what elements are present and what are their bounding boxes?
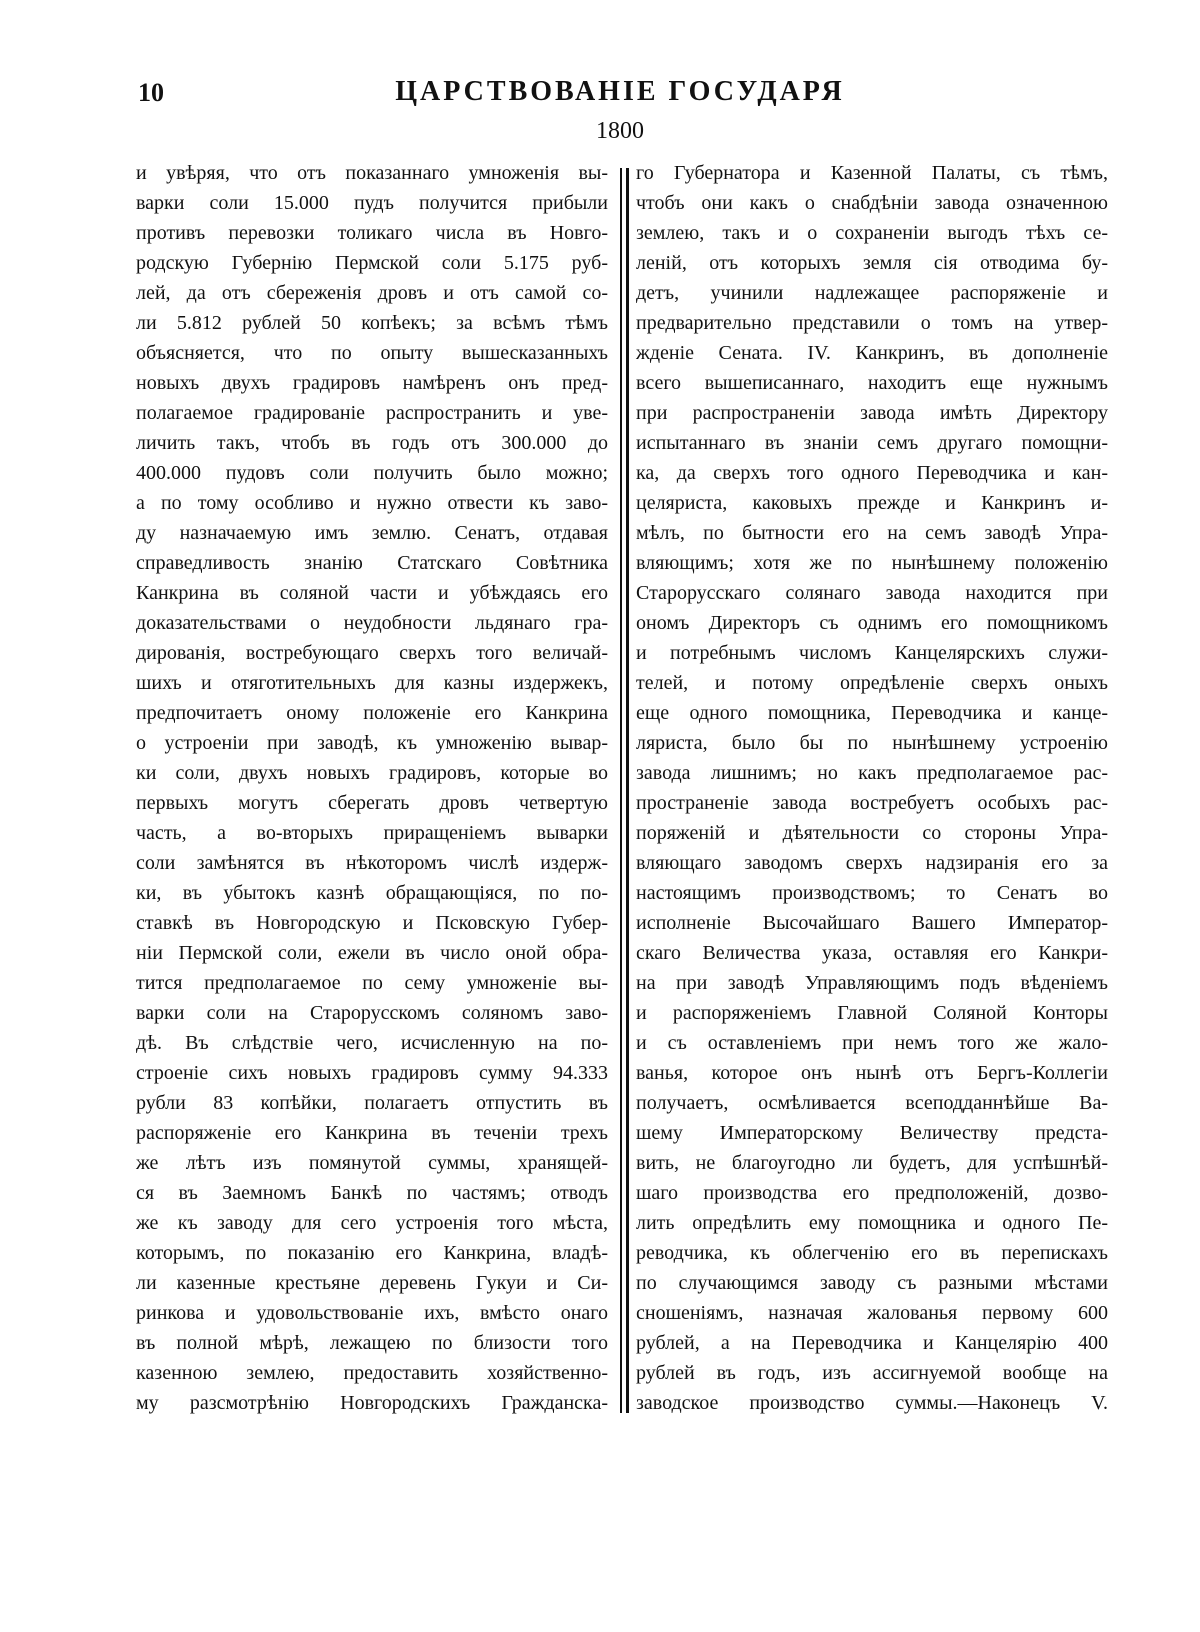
text-line: скаго Величества указа, оставляя его Канкри- <box>636 942 1108 964</box>
text-line: му разсмотрѣнію Новгородскихъ Гражданска- <box>136 1392 608 1414</box>
text-line: объясняется, что по опыту вышесказанныхъ <box>136 342 608 364</box>
text-line: 400.000 пудовъ соли получить было можно; <box>136 462 608 484</box>
text-line: тится предполагаемое по сему умноженіе вы- <box>136 972 608 994</box>
text-line: ніи Пермской соли, ежели въ число оной обра- <box>136 942 608 964</box>
text-line: же къ заводу для сего устроенія того мѣста, <box>136 1212 608 1234</box>
text-line: же лѣтъ изъ помянутой суммы, хранящей- <box>136 1152 608 1174</box>
running-title: ЦАРСТВОВАНІЕ ГОСУДАРЯ <box>395 76 845 107</box>
text-line: получаетъ, осмѣливается всеподданнѣйше Ва- <box>636 1092 1108 1114</box>
right-column <box>636 158 1108 1418</box>
text-line: варки соли на Старорусскомъ соляномъ заво- <box>136 1002 608 1024</box>
column-divider-rule <box>620 168 622 1413</box>
text-line: казенною землею, предоставить хозяйственно- <box>136 1362 608 1384</box>
text-line: шему Императорскому Величеству предста- <box>636 1122 1108 1144</box>
text-line: которымъ, по показанію его Канкрина, владѣ- <box>136 1242 608 1264</box>
text-line: детъ, учинили надлежащее распоряженіе и <box>636 282 1108 304</box>
text-line: ванья, которое онъ нынѣ отъ Бергъ-Коллегіи <box>636 1062 1108 1084</box>
text-line: на при заводѣ Управляющимъ подъ вѣденіемъ <box>636 972 1108 994</box>
text-line: ли казенные крестьяне деревень Гукуи и Си- <box>136 1272 608 1294</box>
text-line: и увѣряя, что отъ показаннаго умноженія вы- <box>136 162 608 184</box>
text-line: и съ оставленіемъ при немъ того же жало- <box>636 1032 1108 1054</box>
text-line: заводское производство суммы.—Наконецъ V. <box>636 1392 1108 1414</box>
text-line: лей, да отъ сбереженія дровъ и отъ самой со- <box>136 282 608 304</box>
text-line: землею, такъ и о сохраненіи выгодъ тѣхъ се- <box>636 222 1108 244</box>
text-line: чтобъ они какъ о снабдѣніи завода означенною <box>636 192 1108 214</box>
text-line: шаго производства его предположеній, дозво- <box>636 1182 1108 1204</box>
text-line: личить такъ, чтобъ въ годъ отъ 300.000 до <box>136 432 608 454</box>
text-line: мѣлъ, по бытности его на семъ заводѣ Упра- <box>636 522 1108 544</box>
text-line: вляющимъ; хотя же по нынѣшнему положенію <box>636 552 1108 574</box>
text-line: ка, да сверхъ того одного Переводчика и кан- <box>636 462 1108 484</box>
text-line: ки, въ убытокъ казнѣ обращающіяся, по по- <box>136 882 608 904</box>
text-line: соли замѣнятся въ нѣкоторомъ числѣ издерж- <box>136 852 608 874</box>
column-divider-rule <box>626 168 629 1413</box>
text-line: а по тому особливо и нужно отвести къ заво- <box>136 492 608 514</box>
text-line: предварительно представили о томъ на утвер- <box>636 312 1108 334</box>
text-line: вляющаго заводомъ сверхъ надзиранія его за <box>636 852 1108 874</box>
text-line: испытаннаго въ знаніи семъ другаго помощни- <box>636 432 1108 454</box>
text-line: еще одного помощника, Переводчика и канце- <box>636 702 1108 724</box>
text-line: полагаемое градированіе распространить и уве- <box>136 402 608 424</box>
text-line: лить опредѣлить ему помощника и одного Пе- <box>636 1212 1108 1234</box>
text-line: первыхъ могутъ сберегать дровъ четвертую <box>136 792 608 814</box>
text-line: телей, и потому опредѣленіе сверхъ оныхъ <box>636 672 1108 694</box>
text-line: го Губернатора и Казенной Палаты, съ тѣмъ, <box>636 162 1108 184</box>
text-line: и распоряженіемъ Главной Соляной Конторы <box>636 1002 1108 1024</box>
text-line: ся въ Заемномъ Банкѣ по частямъ; отводъ <box>136 1182 608 1204</box>
text-line: родскую Губернію Пермской соли 5.175 руб- <box>136 252 608 274</box>
text-line: новыхъ двухъ градировъ намѣренъ онъ пред- <box>136 372 608 394</box>
text-line: жденіе Сената. IV. Канкринъ, въ дополненіе <box>636 342 1108 364</box>
text-line: по случающимся заводу съ разными мѣстами <box>636 1272 1108 1294</box>
text-line: ляриста, было бы по нынѣшнему устроенію <box>636 732 1108 754</box>
text-line: исполненіе Высочайшаго Вашего Император- <box>636 912 1108 934</box>
text-line: доказательствами о неудобности льдянаго гра- <box>136 612 608 634</box>
text-line: ки соли, двухъ новыхъ градировъ, которые во <box>136 762 608 784</box>
text-line: рубли 83 копѣйки, полагаетъ отпустить въ <box>136 1092 608 1114</box>
text-line: леній, отъ которыхъ земля сія отводима бу- <box>636 252 1108 274</box>
text-line: целяриста, каковыхъ прежде и Канкринъ и- <box>636 492 1108 514</box>
year-heading: 1800 <box>596 118 644 144</box>
text-line: настоящимъ производствомъ; то Сенатъ во <box>636 882 1108 904</box>
text-line: завода лишнимъ; но какъ предполагаемое рас- <box>636 762 1108 784</box>
text-line: ду назначаемую имъ землю. Сенатъ, отдавая <box>136 522 608 544</box>
page-number: 10 <box>138 78 164 107</box>
text-line: шихъ и отяготительныхъ для казны издержекъ, <box>136 672 608 694</box>
text-line: дѣ. Въ слѣдствіе чего, исчисленную на по- <box>136 1032 608 1054</box>
text-line: вить, не благоугодно ли будетъ, для успѣшнѣй- <box>636 1152 1108 1174</box>
text-line: поряженій и дѣятельности со стороны Упра- <box>636 822 1108 844</box>
text-line: строеніе сихъ новыхъ градировъ сумму 94.333 <box>136 1062 608 1084</box>
text-line: распоряженіе его Канкрина въ теченіи трехъ <box>136 1122 608 1144</box>
text-line: ставкѣ въ Новгородскую и Псковскую Губер- <box>136 912 608 934</box>
text-line: рублей въ годъ, изъ ассигнуемой вообще на <box>636 1362 1108 1384</box>
text-line: дированія, востребующаго сверхъ того величай- <box>136 642 608 664</box>
text-line: предпочитаетъ оному положеніе его Канкрина <box>136 702 608 724</box>
text-line: о устроеніи при заводѣ, къ умноженію вывар- <box>136 732 608 754</box>
text-line: справедливость знанію Статскаго Совѣтника <box>136 552 608 574</box>
text-line: всего вышеписаннаго, находитъ еще нужнымъ <box>636 372 1108 394</box>
left-column <box>136 158 608 1418</box>
text-line: противъ перевозки толикаго числа въ Новго- <box>136 222 608 244</box>
text-line: ли 5.812 рублей 50 копѣекъ; за всѣмъ тѣмъ <box>136 312 608 334</box>
text-line: Старорусскаго солянаго завода находится при <box>636 582 1108 604</box>
text-line: ономъ Директоръ съ однимъ его помощникомъ <box>636 612 1108 634</box>
text-line: пространеніе завода востребуетъ особыхъ рас- <box>636 792 1108 814</box>
text-line: варки соли 15.000 пудъ получится прибыли <box>136 192 608 214</box>
text-line: часть, а во-вторыхъ приращеніемъ выварки <box>136 822 608 844</box>
text-line: Канкрина въ соляной части и убѣждаясь его <box>136 582 608 604</box>
text-line: рублей, а на Переводчика и Канцелярію 400 <box>636 1332 1108 1354</box>
text-line: ринкова и удовольствованіе ихъ, вмѣсто онаго <box>136 1302 608 1324</box>
text-line: сношеніямъ, назначая жалованья первому 600 <box>636 1302 1108 1324</box>
text-line: въ полной мѣрѣ, лежащею по близости того <box>136 1332 608 1354</box>
text-line: и потребнымъ числомъ Канцелярскихъ служи- <box>636 642 1108 664</box>
text-line: при распространеніи завода имѣть Директору <box>636 402 1108 424</box>
text-line: реводчика, къ облегченію его въ перепискахъ <box>636 1242 1108 1264</box>
